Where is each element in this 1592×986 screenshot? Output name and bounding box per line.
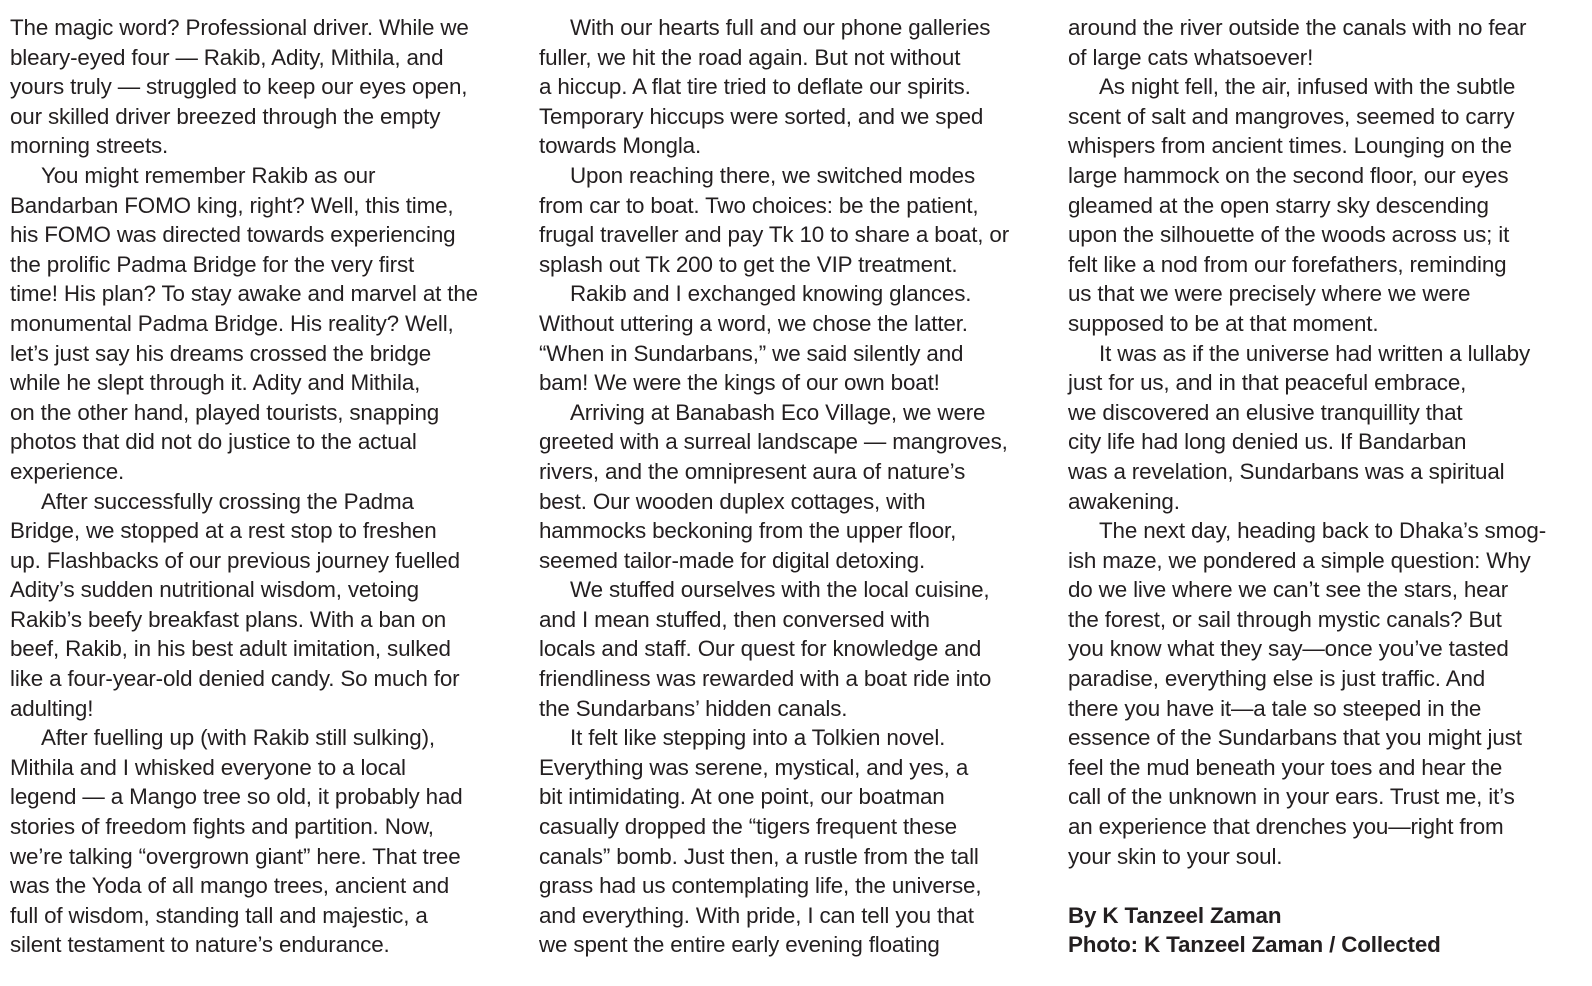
paragraph-first-line: Rakib and I exchanged knowing glances. [570,281,972,307]
paragraph-first-line: We stuffed ourselves with the local cuisine, [570,577,990,603]
text-line: hammocks beckoning from the upper floor, [539,518,957,544]
text-line: bleary-eyed four — Rakib, Adity, Mithila, and [10,44,444,70]
text-line: a hiccup. A flat tire tried to deflate our spirits. [539,74,971,100]
text-line: our skilled driver breezed through the empty [10,103,441,129]
text-line: an experience that drenches you—right from [1068,814,1504,840]
text-line: gleamed at the open starry sky descending [1068,192,1489,218]
text-line: locals and staff. Our quest for knowledge and [539,636,982,662]
text-line: Everything was serene, mystical, and yes, a [539,754,969,780]
text-line: supposed to be at that moment. [1068,310,1379,336]
article-column-3 [1068,13,1578,960]
text-line: around the river outside the canals with no fear [1068,15,1527,40]
text-line: morning streets. [10,133,169,159]
text-line: awakening. [1068,488,1180,514]
text-line: Rakib’s beefy breakfast plans. With a ban on [10,606,447,632]
text-line: you know what they say—once you’ve tasted [1068,636,1509,662]
text-line: stories of freedom fights and partition. Now, [10,814,434,840]
text-line: the forest, or sail through mystic canals? But [1068,606,1502,632]
photo-credit: Photo: K Tanzeel Zaman / Collected [1068,932,1441,958]
text-line: grass had us contemplating life, the universe, [539,873,982,899]
text-line: photos that did not do justice to the actual [10,429,417,455]
text-line: the prolific Padma Bridge for the very first [10,251,415,277]
text-line: frugal traveller and pay Tk 10 to share a boat, or [539,222,1010,248]
text-line: we spent the entire early evening floating [539,932,940,958]
text-line: ish maze, we pondered a simple question: Why [1068,547,1531,573]
text-line: up. Flashbacks of our previous journey fuelled [10,547,460,573]
text-line: monumental Padma Bridge. His reality? Well, [10,310,454,336]
text-line: and I mean stuffed, then conversed with [539,606,930,632]
text-line: feel the mud beneath your toes and hear the [1068,754,1503,780]
paragraph-first-line: After fuelling up (with Rakib still sulking), [41,725,435,751]
byline: By K Tanzeel Zaman [1068,902,1282,928]
text-line: was the Yoda of all mango trees, ancient and [10,873,450,899]
text-line: like a four-year-old denied candy. So much for [10,666,460,692]
text-line: bam! We were the kings of our own boat! [539,370,940,396]
text-line: friendliness was rewarded with a boat ride into [539,666,992,692]
article-column-1 [10,13,520,960]
text-line: there you have it—a tale so steeped in the [1068,695,1482,721]
text-line: beef, Rakib, in his best adult imitation, sulked [10,636,451,662]
text-line: yours truly — struggled to keep our eyes open, [10,74,468,100]
text-line: splash out Tk 200 to get the VIP treatment. [539,251,958,277]
text-line: was a revelation, Sundarbans was a spiritual [1068,458,1505,484]
text-line: Without uttering a word, we chose the latter. [539,310,968,336]
text-line: the Sundarbans’ hidden canals. [539,695,848,721]
text-line: scent of salt and mangroves, seemed to carry [1068,103,1515,129]
text-line: upon the silhouette of the woods across us; it [1068,222,1510,248]
paragraph-first-line: Arriving at Banabash Eco Village, we were [570,399,986,425]
paragraph-first-line: After successfully crossing the Padma [41,488,414,514]
text-line: Adity’s sudden nutritional wisdom, vetoing [10,577,419,603]
text-line: fuller, we hit the road again. But not without [539,44,961,70]
text-line: of large cats whatsoever! [1068,44,1314,70]
paragraph-first-line: The next day, heading back to Dhaka’s smog- [1099,518,1547,544]
text-line: and everything. With pride, I can tell you that [539,902,974,928]
paragraph-first-line: It was as if the universe had written a lullaby [1099,340,1531,366]
text-line: do we live where we can’t see the stars, hear [1068,577,1509,603]
text-line: paradise, everything else is just traffic. And [1068,666,1486,692]
text-line: Mithila and I whisked everyone to a local [10,754,406,780]
text-line: your skin to your soul. [1068,843,1283,869]
text-line: canals” bomb. Just then, a rustle from the tall [539,843,979,869]
text-line: The magic word? Professional driver. While we [10,15,469,40]
text-line: casually dropped the “tigers frequent these [539,814,957,840]
text-line: “When in Sundarbans,” we said silently and [539,340,964,366]
text-line: full of wisdom, standing tall and majestic, a [10,902,428,928]
text-line: seemed tailor-made for digital detoxing. [539,547,926,573]
text-line: essence of the Sundarbans that you might just [1068,725,1522,751]
text-line: call of the unknown in your ears. Trust me, it’s [1068,784,1515,810]
article-column-3-body [1068,13,1578,871]
text-line: large hammock on the second floor, our eyes [1068,162,1509,188]
text-line: on the other hand, played tourists, snapping [10,399,440,425]
paragraph-first-line: You might remember Rakib as our [41,162,376,188]
text-line: while he slept through it. Adity and Mithila, [10,370,421,396]
text-line: Bandarban FOMO king, right? Well, this time, [10,192,454,218]
text-line: city life had long denied us. If Bandarban [1068,429,1467,455]
article-column-2 [539,13,1049,960]
paragraph-first-line: Upon reaching there, we switched modes [570,162,976,188]
text-line: we discovered an elusive tranquillity that [1068,399,1463,425]
text-line: greeted with a surreal landscape — mangroves, [539,429,1008,455]
text-line: rivers, and the omnipresent aura of nature’s [539,458,966,484]
text-line: let’s just say his dreams crossed the bridge [10,340,432,366]
text-line: bit intimidating. At one point, our boatman [539,784,945,810]
text-line: time! His plan? To stay awake and marvel at the [10,281,478,307]
text-line: his FOMO was directed towards experiencing [10,222,456,248]
text-line: best. Our wooden duplex cottages, with [539,488,926,514]
text-line: Temporary hiccups were sorted, and we sped [539,103,984,129]
byline-spacer [1068,871,1578,901]
paragraph-first-line: As night fell, the air, infused with the subtle [1099,74,1516,100]
text-line: us that we were precisely where we were [1068,281,1471,307]
text-line: experience. [10,458,125,484]
text-line: silent testament to nature’s endurance. [10,932,390,958]
text-line: Bridge, we stopped at a rest stop to freshen [10,518,437,544]
text-line: felt like a nod from our forefathers, reminding [1068,251,1507,277]
text-line: legend — a Mango tree so old, it probably had [10,784,463,810]
text-line: whispers from ancient times. Lounging on the [1068,133,1512,159]
text-line: just for us, and in that peaceful embrace, [1068,370,1467,396]
text-line: adulting! [10,695,94,721]
paragraph-first-line: With our hearts full and our phone galleries [570,15,991,40]
text-line: towards Mongla. [539,133,702,159]
paragraph-first-line: It felt like stepping into a Tolkien novel. [570,725,946,751]
text-line: we’re talking “overgrown giant” here. That tree [10,843,461,869]
text-line: from car to boat. Two choices: be the patient, [539,192,979,218]
